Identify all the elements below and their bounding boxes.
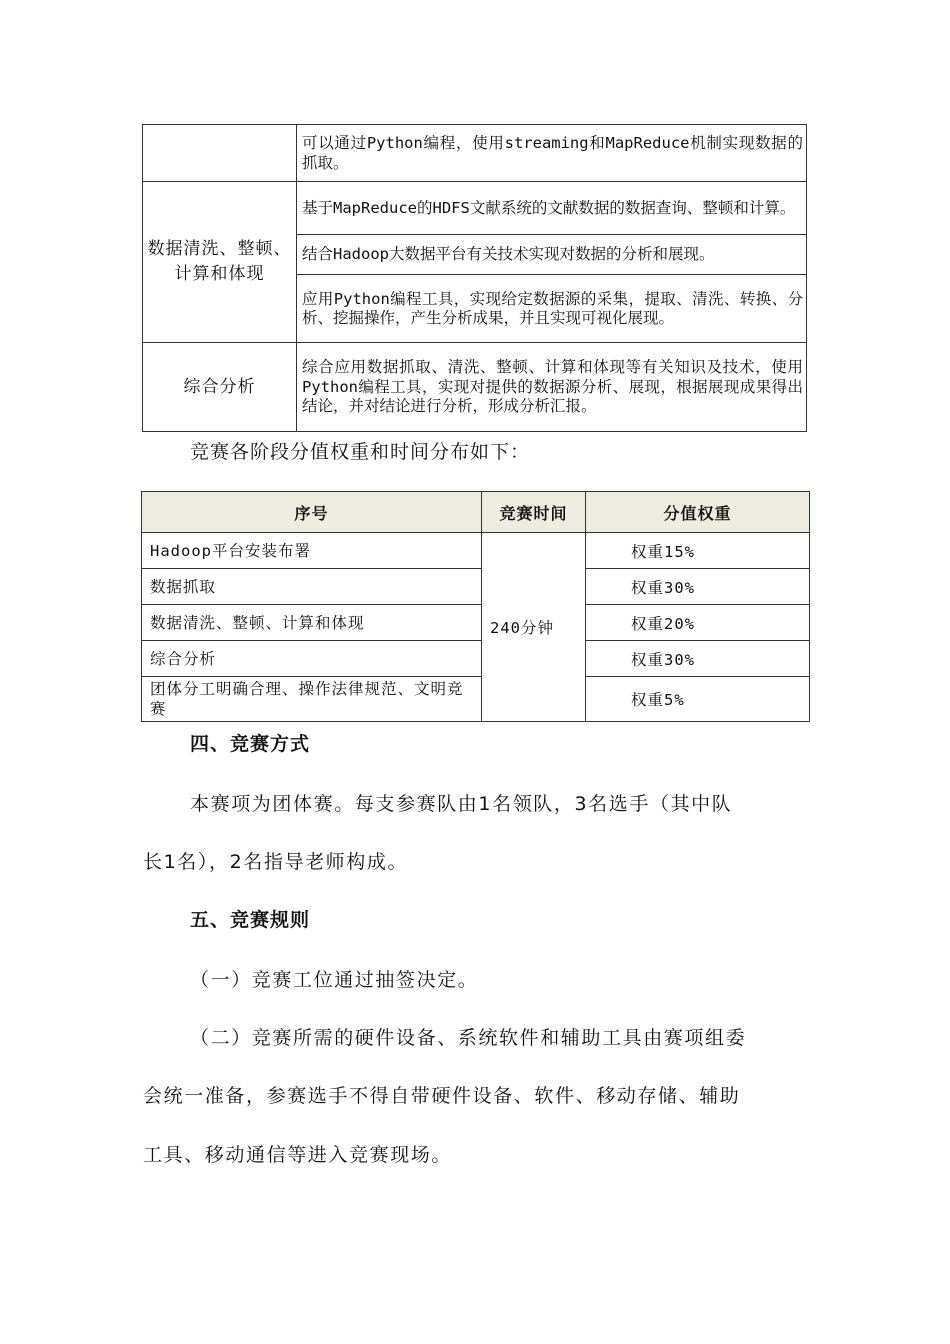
stage-name: 数据清洗、整顿、计算和体现	[142, 605, 482, 641]
description-cell: 结合Hadoop大数据平台有关技术实现对数据的分析和展现。	[297, 235, 807, 275]
competition-time: 240分钟	[482, 533, 586, 722]
stage-weight: 权重30%	[586, 641, 810, 677]
header-index: 序号	[142, 492, 482, 533]
table-row	[143, 125, 807, 182]
table-row	[142, 641, 810, 677]
table-row	[142, 533, 810, 569]
stage-name: 数据抓取	[142, 569, 482, 605]
competition-content-table	[142, 124, 807, 432]
stage-name: 团体分工明确合理、操作法律规范、文明竞赛	[142, 677, 482, 722]
paragraph-line: 本赛项为团体赛。每支参赛队由1名领队，3名选手（其中队	[190, 793, 733, 815]
score-weight-table	[141, 491, 810, 722]
stage-weight: 权重15%	[586, 533, 810, 569]
paragraph-line: 工具、移动通信等进入竞赛现场。	[143, 1144, 453, 1166]
stage-name: 综合分析	[142, 641, 482, 677]
description-cell: 应用Python编程工具，实现给定数据源的采集，提取、清洗、转换、分析、挖掘操作，产生分析成果，并且实现可视化展现。	[297, 275, 807, 343]
stage-weight: 权重20%	[586, 605, 810, 641]
table-row	[143, 343, 807, 432]
section-heading-competition-rules: 五、竞赛规则	[190, 909, 311, 931]
table-row	[142, 569, 810, 605]
rule-item: （一）竞赛工位通过抽签决定。	[190, 969, 479, 991]
stage-weight: 权重30%	[586, 569, 810, 605]
header-time: 竞赛时间	[482, 492, 586, 533]
table-header-row	[142, 492, 810, 533]
category-cell: 数据清洗、整顿、计算和体现	[143, 182, 297, 343]
section-heading-competition-format: 四、竞赛方式	[190, 733, 311, 755]
table-row	[142, 605, 810, 641]
score-distribution-intro: 竞赛各阶段分值权重和时间分布如下：	[190, 441, 531, 463]
stage-name: Hadoop平台安装布署	[142, 533, 482, 569]
category-cell	[143, 125, 297, 182]
paragraph-line: 会统一准备，参赛选手不得自带硬件设备、软件、移动存储、辅助	[143, 1085, 741, 1107]
stage-weight: 权重5%	[586, 677, 810, 722]
category-cell: 综合分析	[143, 343, 297, 432]
description-cell: 基于MapReduce的HDFS文献系统的文献数据的数据查询、整顿和计算。	[297, 182, 807, 235]
header-weight: 分值权重	[586, 492, 810, 533]
paragraph-line: 长1名），2名指导老师构成。	[143, 851, 409, 873]
table-row	[143, 182, 807, 235]
table-row	[142, 677, 810, 722]
description-cell: 可以通过Python编程，使用streaming和MapReduce机制实现数据的抓取。	[297, 125, 807, 182]
description-cell: 综合应用数据抓取、清洗、整顿、计算和体现等有关知识及技术，使用Python编程工具，实现对提供的数据源分析、展现，根据展现成果得出结论，并对结论进行分析，形成分析汇报。	[297, 343, 807, 432]
rule-item: （二）竞赛所需的硬件设备、系统软件和辅助工具由赛项组委	[190, 1027, 747, 1049]
